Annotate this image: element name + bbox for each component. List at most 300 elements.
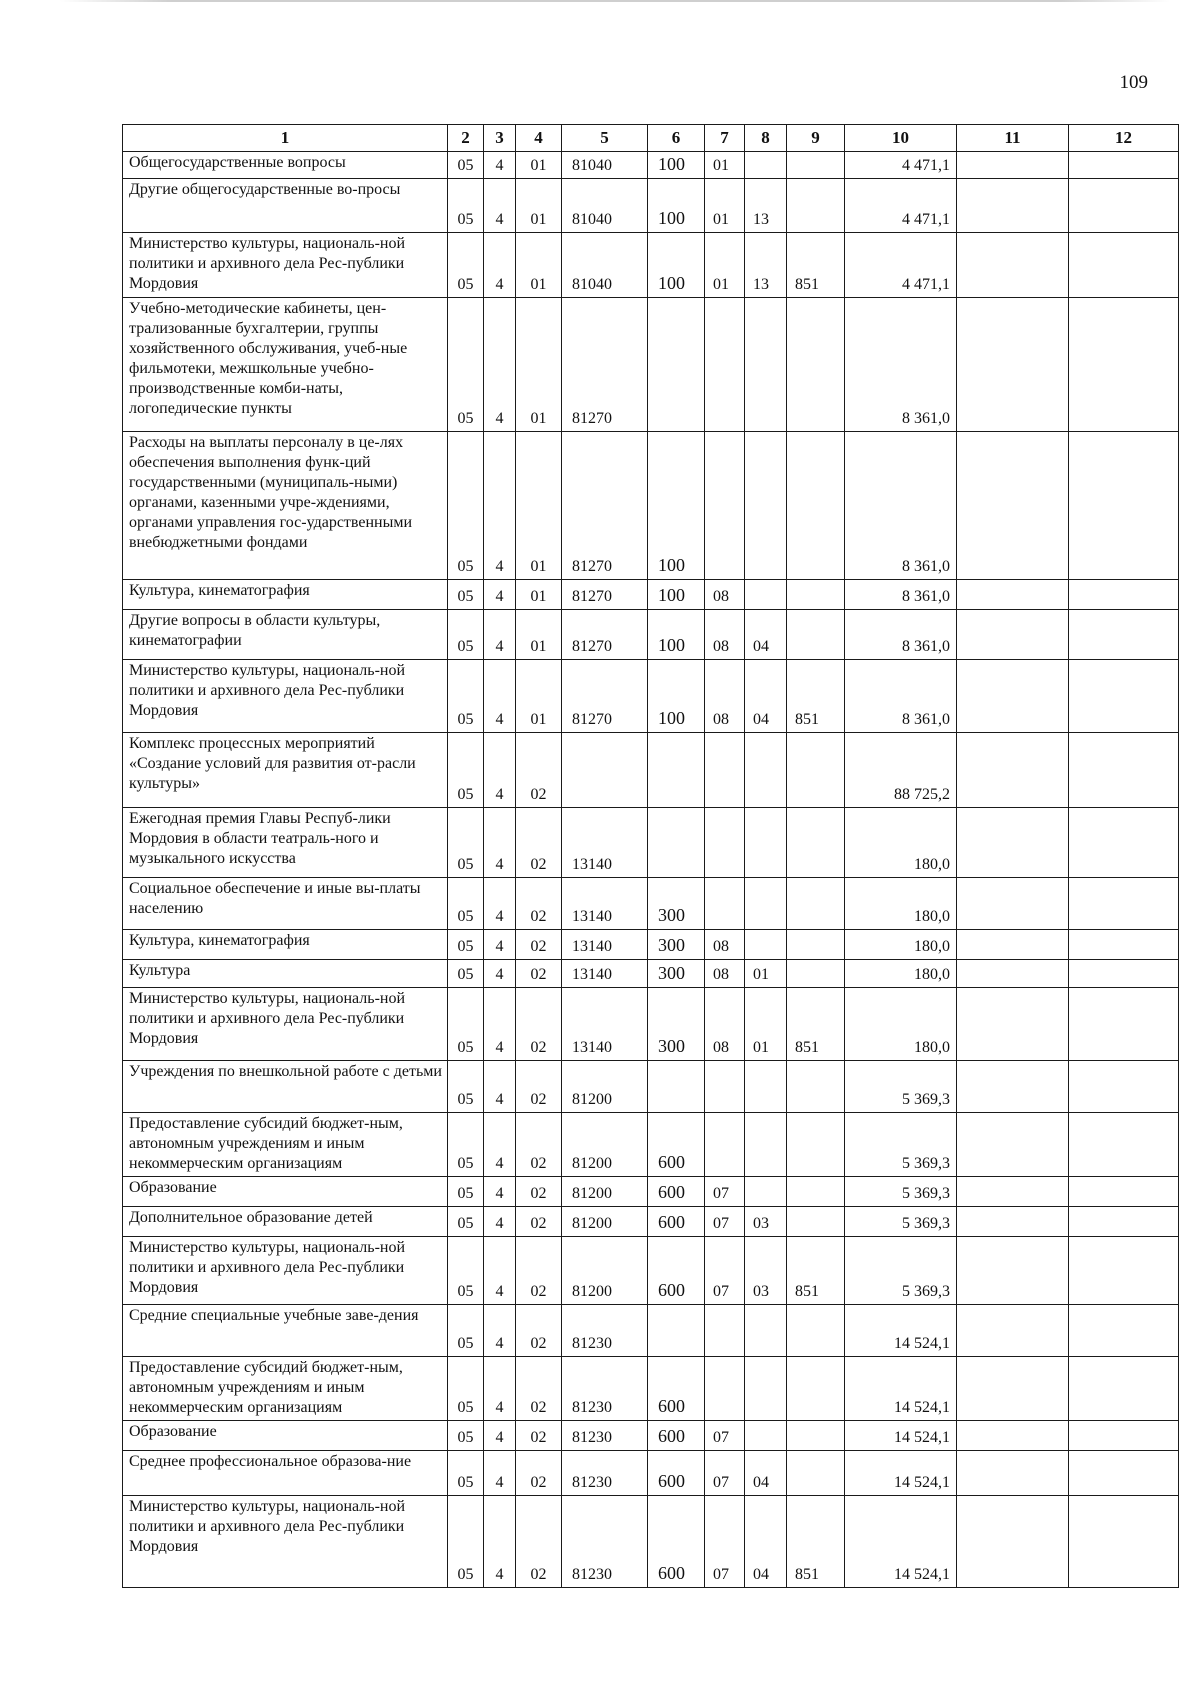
col5-cell: 81230 bbox=[562, 1305, 648, 1357]
amount-cell: 14 524,1 bbox=[845, 1421, 957, 1451]
table-row bbox=[123, 580, 1179, 610]
col9-cell bbox=[787, 152, 845, 179]
col11-cell bbox=[957, 660, 1069, 733]
col5-cell bbox=[562, 733, 648, 808]
item-name: Министерство культуры, националь-ной политики и архивного дела Рес-публики Мордовия bbox=[123, 988, 448, 1061]
item-name: Расходы на выплаты персоналу в це-лях обеспечения выполнения функ-ций государственными (муниципаль-ными) органами, казенными учре-ждениями, органами управления гос-ударственными внебюджетными фондами bbox=[123, 432, 448, 580]
col12-cell bbox=[1069, 1113, 1179, 1177]
col8-cell bbox=[745, 432, 787, 580]
col3-cell: 4 bbox=[484, 1177, 516, 1207]
col4-cell: 02 bbox=[516, 930, 562, 960]
column-header: 12 bbox=[1069, 125, 1179, 152]
col3-cell: 4 bbox=[484, 1451, 516, 1496]
col5-cell: 81270 bbox=[562, 660, 648, 733]
col4-cell: 02 bbox=[516, 1305, 562, 1357]
col6-cell: 300 bbox=[648, 878, 705, 930]
col12-cell bbox=[1069, 930, 1179, 960]
col12-cell bbox=[1069, 432, 1179, 580]
column-header: 5 bbox=[562, 125, 648, 152]
item-name: Культура bbox=[123, 960, 448, 988]
col12-cell bbox=[1069, 1061, 1179, 1113]
col4-cell: 02 bbox=[516, 1357, 562, 1421]
amount-cell: 8 361,0 bbox=[845, 298, 957, 432]
col12-cell bbox=[1069, 733, 1179, 808]
col6-cell: 300 bbox=[648, 988, 705, 1061]
col11-cell bbox=[957, 1357, 1069, 1421]
amount-cell: 14 524,1 bbox=[845, 1305, 957, 1357]
col12-cell bbox=[1069, 1496, 1179, 1588]
col6-cell: 600 bbox=[648, 1357, 705, 1421]
col5-cell: 81230 bbox=[562, 1357, 648, 1421]
item-name: Другие общегосударственные во-просы bbox=[123, 179, 448, 233]
col12-cell bbox=[1069, 1177, 1179, 1207]
col4-cell: 02 bbox=[516, 1496, 562, 1588]
col7-cell bbox=[705, 733, 745, 808]
col5-cell: 81040 bbox=[562, 152, 648, 179]
col7-cell: 08 bbox=[705, 610, 745, 660]
item-name: Культура, кинематография bbox=[123, 930, 448, 960]
col6-cell bbox=[648, 1305, 705, 1357]
col7-cell: 08 bbox=[705, 660, 745, 733]
col8-cell bbox=[745, 1061, 787, 1113]
col6-cell bbox=[648, 1061, 705, 1113]
item-name: Предоставление субсидий бюджет-ным, автономным учреждениям и иным некоммерческим организациям bbox=[123, 1357, 448, 1421]
table-row bbox=[123, 960, 1179, 988]
col9-cell bbox=[787, 930, 845, 960]
col9-cell bbox=[787, 432, 845, 580]
col3-cell: 4 bbox=[484, 660, 516, 733]
col12-cell bbox=[1069, 960, 1179, 988]
col6-cell: 600 bbox=[648, 1451, 705, 1496]
table-row bbox=[123, 298, 1179, 432]
col3-cell: 4 bbox=[484, 298, 516, 432]
col9-cell bbox=[787, 610, 845, 660]
col11-cell bbox=[957, 1113, 1069, 1177]
col2-cell: 05 bbox=[448, 930, 484, 960]
col11-cell bbox=[957, 580, 1069, 610]
col12-cell bbox=[1069, 988, 1179, 1061]
col4-cell: 02 bbox=[516, 1207, 562, 1237]
col5-cell: 13140 bbox=[562, 878, 648, 930]
amount-cell: 8 361,0 bbox=[845, 580, 957, 610]
col2-cell: 05 bbox=[448, 878, 484, 930]
col4-cell: 02 bbox=[516, 1177, 562, 1207]
col12-cell bbox=[1069, 1357, 1179, 1421]
col4-cell: 01 bbox=[516, 152, 562, 179]
col3-cell: 4 bbox=[484, 1305, 516, 1357]
amount-cell: 4 471,1 bbox=[845, 152, 957, 179]
col2-cell: 05 bbox=[448, 1207, 484, 1237]
col2-cell: 05 bbox=[448, 733, 484, 808]
col4-cell: 02 bbox=[516, 878, 562, 930]
col12-cell bbox=[1069, 1451, 1179, 1496]
col11-cell bbox=[957, 733, 1069, 808]
col6-cell: 100 bbox=[648, 610, 705, 660]
item-name: Министерство культуры, националь-ной политики и архивного дела Рес-публики Мордовия bbox=[123, 1496, 448, 1588]
col12-cell bbox=[1069, 878, 1179, 930]
col7-cell: 07 bbox=[705, 1451, 745, 1496]
col12-cell bbox=[1069, 1305, 1179, 1357]
col2-cell: 05 bbox=[448, 1237, 484, 1305]
scan-edge bbox=[60, 0, 1170, 2]
col3-cell: 4 bbox=[484, 960, 516, 988]
col7-cell bbox=[705, 878, 745, 930]
amount-cell: 5 369,3 bbox=[845, 1207, 957, 1237]
col8-cell bbox=[745, 1177, 787, 1207]
col11-cell bbox=[957, 179, 1069, 233]
col8-cell: 13 bbox=[745, 233, 787, 298]
column-header: 7 bbox=[705, 125, 745, 152]
col5-cell: 81270 bbox=[562, 298, 648, 432]
col7-cell bbox=[705, 298, 745, 432]
item-name: Общегосударственные вопросы bbox=[123, 152, 448, 179]
col2-cell: 05 bbox=[448, 432, 484, 580]
col2-cell: 05 bbox=[448, 1061, 484, 1113]
col8-cell bbox=[745, 1305, 787, 1357]
col9-cell bbox=[787, 878, 845, 930]
col6-cell: 100 bbox=[648, 179, 705, 233]
table-row bbox=[123, 1421, 1179, 1451]
col2-cell: 05 bbox=[448, 660, 484, 733]
col4-cell: 01 bbox=[516, 298, 562, 432]
col3-cell: 4 bbox=[484, 152, 516, 179]
amount-cell: 88 725,2 bbox=[845, 733, 957, 808]
col7-cell: 07 bbox=[705, 1177, 745, 1207]
col11-cell bbox=[957, 432, 1069, 580]
item-name: Министерство культуры, националь-ной политики и архивного дела Рес-публики Мордовия bbox=[123, 233, 448, 298]
col8-cell bbox=[745, 930, 787, 960]
col3-cell: 4 bbox=[484, 179, 516, 233]
col5-cell: 81230 bbox=[562, 1496, 648, 1588]
amount-cell: 14 524,1 bbox=[845, 1496, 957, 1588]
column-header: 1 bbox=[123, 125, 448, 152]
col11-cell bbox=[957, 930, 1069, 960]
col2-cell: 05 bbox=[448, 152, 484, 179]
col7-cell: 07 bbox=[705, 1237, 745, 1305]
col6-cell: 100 bbox=[648, 432, 705, 580]
col4-cell: 01 bbox=[516, 610, 562, 660]
col8-cell bbox=[745, 808, 787, 878]
column-header: 11 bbox=[957, 125, 1069, 152]
col3-cell: 4 bbox=[484, 233, 516, 298]
column-header: 9 bbox=[787, 125, 845, 152]
col9-cell: 851 bbox=[787, 1237, 845, 1305]
col2-cell: 05 bbox=[448, 1496, 484, 1588]
page-number: 109 bbox=[1119, 72, 1148, 93]
col3-cell: 4 bbox=[484, 1061, 516, 1113]
col8-cell bbox=[745, 1421, 787, 1451]
col11-cell bbox=[957, 1177, 1069, 1207]
col3-cell: 4 bbox=[484, 610, 516, 660]
col2-cell: 05 bbox=[448, 610, 484, 660]
col11-cell bbox=[957, 988, 1069, 1061]
col5-cell: 81200 bbox=[562, 1237, 648, 1305]
table-row bbox=[123, 1207, 1179, 1237]
table-row bbox=[123, 610, 1179, 660]
col8-cell: 04 bbox=[745, 610, 787, 660]
col11-cell bbox=[957, 298, 1069, 432]
col4-cell: 01 bbox=[516, 179, 562, 233]
col11-cell bbox=[957, 1421, 1069, 1451]
amount-cell: 5 369,3 bbox=[845, 1061, 957, 1113]
col2-cell: 05 bbox=[448, 1113, 484, 1177]
col3-cell: 4 bbox=[484, 1421, 516, 1451]
amount-cell: 5 369,3 bbox=[845, 1237, 957, 1305]
col11-cell bbox=[957, 1305, 1069, 1357]
col6-cell: 300 bbox=[648, 960, 705, 988]
col9-cell bbox=[787, 580, 845, 610]
col8-cell: 13 bbox=[745, 179, 787, 233]
col7-cell: 01 bbox=[705, 179, 745, 233]
table-row bbox=[123, 432, 1179, 580]
table-row bbox=[123, 233, 1179, 298]
col2-cell: 05 bbox=[448, 988, 484, 1061]
table-body bbox=[123, 152, 1179, 1588]
col9-cell bbox=[787, 1061, 845, 1113]
col8-cell bbox=[745, 733, 787, 808]
col12-cell bbox=[1069, 1237, 1179, 1305]
amount-cell: 4 471,1 bbox=[845, 233, 957, 298]
col12-cell bbox=[1069, 580, 1179, 610]
col5-cell: 13140 bbox=[562, 930, 648, 960]
col2-cell: 05 bbox=[448, 1177, 484, 1207]
amount-cell: 5 369,3 bbox=[845, 1177, 957, 1207]
col2-cell: 05 bbox=[448, 808, 484, 878]
item-name: Предоставление субсидий бюджет-ным, автономным учреждениям и иным некоммерческим организациям bbox=[123, 1113, 448, 1177]
col7-cell bbox=[705, 1305, 745, 1357]
col9-cell bbox=[787, 1305, 845, 1357]
col9-cell bbox=[787, 960, 845, 988]
table-row bbox=[123, 878, 1179, 930]
table-row bbox=[123, 660, 1179, 733]
col3-cell: 4 bbox=[484, 988, 516, 1061]
col6-cell: 600 bbox=[648, 1421, 705, 1451]
col8-cell: 03 bbox=[745, 1207, 787, 1237]
col6-cell: 600 bbox=[648, 1207, 705, 1237]
col11-cell bbox=[957, 1451, 1069, 1496]
col5-cell: 81230 bbox=[562, 1421, 648, 1451]
table-header-row bbox=[123, 125, 1179, 152]
col9-cell bbox=[787, 179, 845, 233]
col6-cell: 600 bbox=[648, 1113, 705, 1177]
col2-cell: 05 bbox=[448, 580, 484, 610]
col8-cell bbox=[745, 1113, 787, 1177]
col4-cell: 02 bbox=[516, 733, 562, 808]
column-header: 2 bbox=[448, 125, 484, 152]
col4-cell: 02 bbox=[516, 1451, 562, 1496]
column-header: 3 bbox=[484, 125, 516, 152]
col7-cell: 01 bbox=[705, 233, 745, 298]
col3-cell: 4 bbox=[484, 733, 516, 808]
item-name: Образование bbox=[123, 1177, 448, 1207]
amount-cell: 14 524,1 bbox=[845, 1451, 957, 1496]
col5-cell: 13140 bbox=[562, 808, 648, 878]
col8-cell bbox=[745, 580, 787, 610]
amount-cell: 180,0 bbox=[845, 960, 957, 988]
amount-cell: 8 361,0 bbox=[845, 660, 957, 733]
col4-cell: 02 bbox=[516, 988, 562, 1061]
col7-cell bbox=[705, 432, 745, 580]
column-header: 8 bbox=[745, 125, 787, 152]
table-row bbox=[123, 1451, 1179, 1496]
col9-cell: 851 bbox=[787, 233, 845, 298]
table-row bbox=[123, 808, 1179, 878]
col6-cell: 600 bbox=[648, 1237, 705, 1305]
col7-cell: 08 bbox=[705, 930, 745, 960]
table-row bbox=[123, 1061, 1179, 1113]
table-row bbox=[123, 733, 1179, 808]
col4-cell: 02 bbox=[516, 960, 562, 988]
amount-cell: 180,0 bbox=[845, 878, 957, 930]
table-row bbox=[123, 179, 1179, 233]
col9-cell bbox=[787, 733, 845, 808]
col6-cell: 100 bbox=[648, 660, 705, 733]
col2-cell: 05 bbox=[448, 1451, 484, 1496]
col9-cell: 851 bbox=[787, 660, 845, 733]
col3-cell: 4 bbox=[484, 1357, 516, 1421]
col5-cell: 81270 bbox=[562, 610, 648, 660]
amount-cell: 180,0 bbox=[845, 988, 957, 1061]
col12-cell bbox=[1069, 152, 1179, 179]
col8-cell: 01 bbox=[745, 988, 787, 1061]
col3-cell: 4 bbox=[484, 1207, 516, 1237]
col8-cell bbox=[745, 878, 787, 930]
col7-cell bbox=[705, 1061, 745, 1113]
col12-cell bbox=[1069, 610, 1179, 660]
col9-cell bbox=[787, 1451, 845, 1496]
col4-cell: 02 bbox=[516, 1113, 562, 1177]
col6-cell: 600 bbox=[648, 1496, 705, 1588]
col4-cell: 02 bbox=[516, 1237, 562, 1305]
col5-cell: 81200 bbox=[562, 1061, 648, 1113]
col9-cell bbox=[787, 1357, 845, 1421]
col12-cell bbox=[1069, 660, 1179, 733]
col5-cell: 81270 bbox=[562, 432, 648, 580]
col3-cell: 4 bbox=[484, 1113, 516, 1177]
table-row bbox=[123, 152, 1179, 179]
col6-cell: 100 bbox=[648, 580, 705, 610]
col7-cell: 08 bbox=[705, 988, 745, 1061]
col11-cell bbox=[957, 152, 1069, 179]
col2-cell: 05 bbox=[448, 233, 484, 298]
col11-cell bbox=[957, 878, 1069, 930]
col5-cell: 81200 bbox=[562, 1177, 648, 1207]
col3-cell: 4 bbox=[484, 878, 516, 930]
col7-cell bbox=[705, 1357, 745, 1421]
col8-cell: 04 bbox=[745, 660, 787, 733]
col2-cell: 05 bbox=[448, 1421, 484, 1451]
item-name: Средние специальные учебные заве-дения bbox=[123, 1305, 448, 1357]
col6-cell bbox=[648, 733, 705, 808]
col12-cell bbox=[1069, 1421, 1179, 1451]
col11-cell bbox=[957, 808, 1069, 878]
table-row bbox=[123, 988, 1179, 1061]
col5-cell: 81270 bbox=[562, 580, 648, 610]
col7-cell: 08 bbox=[705, 960, 745, 988]
col4-cell: 01 bbox=[516, 580, 562, 610]
table-row bbox=[123, 1177, 1179, 1207]
item-name: Социальное обеспечение и иные вы-платы населению bbox=[123, 878, 448, 930]
amount-cell: 180,0 bbox=[845, 930, 957, 960]
col11-cell bbox=[957, 233, 1069, 298]
budget-table bbox=[122, 124, 1179, 1588]
col5-cell: 13140 bbox=[562, 960, 648, 988]
amount-cell: 8 361,0 bbox=[845, 610, 957, 660]
col3-cell: 4 bbox=[484, 1496, 516, 1588]
col2-cell: 05 bbox=[448, 960, 484, 988]
col8-cell bbox=[745, 298, 787, 432]
col6-cell: 100 bbox=[648, 152, 705, 179]
col11-cell bbox=[957, 1207, 1069, 1237]
item-name: Министерство культуры, националь-ной политики и архивного дела Рес-публики Мордовия bbox=[123, 660, 448, 733]
col7-cell: 07 bbox=[705, 1496, 745, 1588]
col12-cell bbox=[1069, 298, 1179, 432]
col2-cell: 05 bbox=[448, 1357, 484, 1421]
col2-cell: 05 bbox=[448, 179, 484, 233]
col5-cell: 81200 bbox=[562, 1113, 648, 1177]
table-row bbox=[123, 930, 1179, 960]
col4-cell: 01 bbox=[516, 432, 562, 580]
table-row bbox=[123, 1357, 1179, 1421]
item-name: Учреждения по внешкольной работе с детьми bbox=[123, 1061, 448, 1113]
item-name: Образование bbox=[123, 1421, 448, 1451]
col5-cell: 81040 bbox=[562, 233, 648, 298]
col9-cell: 851 bbox=[787, 988, 845, 1061]
col2-cell: 05 bbox=[448, 1305, 484, 1357]
col11-cell bbox=[957, 1061, 1069, 1113]
col6-cell bbox=[648, 808, 705, 878]
amount-cell: 180,0 bbox=[845, 808, 957, 878]
item-name: Среднее профессиональное образова-ние bbox=[123, 1451, 448, 1496]
col3-cell: 4 bbox=[484, 432, 516, 580]
col8-cell: 03 bbox=[745, 1237, 787, 1305]
col3-cell: 4 bbox=[484, 808, 516, 878]
col9-cell bbox=[787, 298, 845, 432]
col12-cell bbox=[1069, 179, 1179, 233]
col3-cell: 4 bbox=[484, 930, 516, 960]
col6-cell: 300 bbox=[648, 930, 705, 960]
table-row bbox=[123, 1305, 1179, 1357]
col7-cell: 08 bbox=[705, 580, 745, 610]
col9-cell bbox=[787, 1421, 845, 1451]
col5-cell: 81230 bbox=[562, 1451, 648, 1496]
col5-cell: 81040 bbox=[562, 179, 648, 233]
col7-cell bbox=[705, 808, 745, 878]
col12-cell bbox=[1069, 1207, 1179, 1237]
amount-cell: 5 369,3 bbox=[845, 1113, 957, 1177]
item-name: Ежегодная премия Главы Респуб-лики Мордовия в области театраль-ного и музыкального искусства bbox=[123, 808, 448, 878]
col4-cell: 01 bbox=[516, 233, 562, 298]
col11-cell bbox=[957, 960, 1069, 988]
col5-cell: 81200 bbox=[562, 1207, 648, 1237]
item-name: Учебно-методические кабинеты, цен-трализованные бухгалтерии, группы хозяйственного обслуживания, учеб-ные фильмотеки, межшкольные учебно-производственные комби-наты, логопедические пункты bbox=[123, 298, 448, 432]
item-name: Комплекс процессных мероприятий «Создание условий для развития от-расли культуры» bbox=[123, 733, 448, 808]
col8-cell bbox=[745, 152, 787, 179]
col7-cell: 01 bbox=[705, 152, 745, 179]
column-header: 10 bbox=[845, 125, 957, 152]
col4-cell: 02 bbox=[516, 808, 562, 878]
col7-cell: 07 bbox=[705, 1207, 745, 1237]
col11-cell bbox=[957, 1237, 1069, 1305]
col11-cell bbox=[957, 610, 1069, 660]
col6-cell: 100 bbox=[648, 233, 705, 298]
col4-cell: 02 bbox=[516, 1421, 562, 1451]
col8-cell: 04 bbox=[745, 1451, 787, 1496]
col3-cell: 4 bbox=[484, 580, 516, 610]
col2-cell: 05 bbox=[448, 298, 484, 432]
col5-cell: 13140 bbox=[562, 988, 648, 1061]
amount-cell: 8 361,0 bbox=[845, 432, 957, 580]
